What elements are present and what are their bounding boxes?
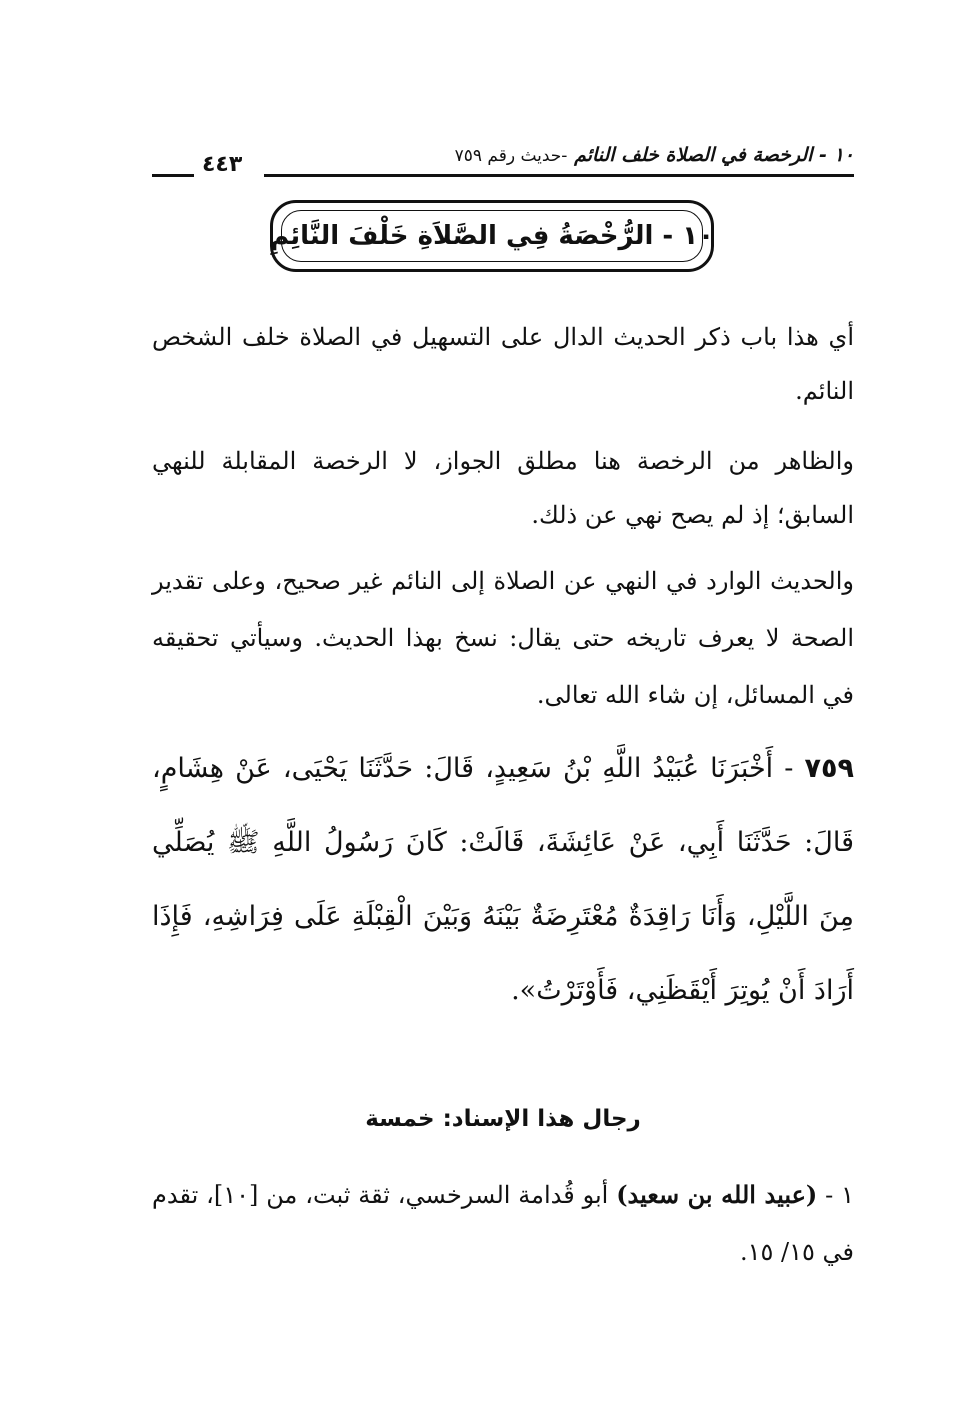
page-number-dash (152, 174, 194, 177)
paragraph-2: والظاهر من الرخصة هنا مطلق الجواز، لا الرخصة المقابلة للنهي السابق؛ إذ لم يصح نهي عن ذلك. (152, 447, 854, 529)
hadith-separator: - (773, 753, 805, 784)
hadith-text-block (152, 732, 854, 1028)
chapter-title-frame (270, 200, 714, 272)
chapter-title: ١٠ - الرُّخْصَةُ فِي الصَّلاَةِ خَلْفَ النَّائِمِ (281, 210, 703, 262)
narrator-description: أبو قُدامة السرخسي، ثقة ثبت، من [١٠]، تقدم في ١٥/ ١٥. (152, 1181, 854, 1266)
paragraph-3: والحديث الوارد في النهي عن الصلاة إلى النائم غير صحيح، وعلى تقدير الصحة لا يعرف تاريخه حتى يقال: نسخ بهذا الحديث. وسيأتي تحقيقه في المسائل، إن شاء الله تعالى. (152, 567, 854, 709)
page-number: ٤٤٣ (202, 152, 243, 177)
hadith-text: أَخْبَرَنَا عُبَيْدُ اللَّهِ بْنُ سَعِيدٍ، قَالَ: حَدَّثَنَا يَحْيَى، عَنْ هِشَامٍ، قَالَ: حَدَّثَنَا أَبِي، عَنْ عَائِشَةَ، قَالَتْ: كَانَ رَسُولُ اللَّهِ ﷺ يُصَلِّي مِنَ اللَّيْلِ، وَأَنَا رَاقِدَةٌ مُعْتَرِضَةٌ بَيْنَهُ وَبَيْنَ الْقِبْلَةِ عَلَى فِرَاشِهِ، فَإِذَا أَرَادَ أَنْ يُوتِرَ أَيْقَظَنِي، فَأَوْتَرْتُ». (152, 753, 854, 1006)
hadith-number: ٧٥٩ (804, 753, 854, 784)
narrator-entry (152, 1166, 854, 1281)
narrators-heading: رجال هذا الإسناد: خمسة (365, 1106, 641, 1132)
running-header (150, 140, 854, 184)
narrator-index: ١ - (817, 1181, 854, 1209)
running-header-chapter: ١٠ - الرخصة في الصلاة خلف النائم (574, 144, 854, 166)
narrator-name: (عبيد الله بن سعيد) (616, 1180, 818, 1209)
running-header-title (455, 144, 854, 166)
header-rule (264, 174, 854, 177)
running-header-hadith-ref: -حديث رقم ٧٥٩ (454, 146, 568, 166)
paragraph-1: أي هذا باب ذكر الحديث الدال على التسهيل في الصلاة خلف الشخص النائم. (152, 323, 854, 405)
